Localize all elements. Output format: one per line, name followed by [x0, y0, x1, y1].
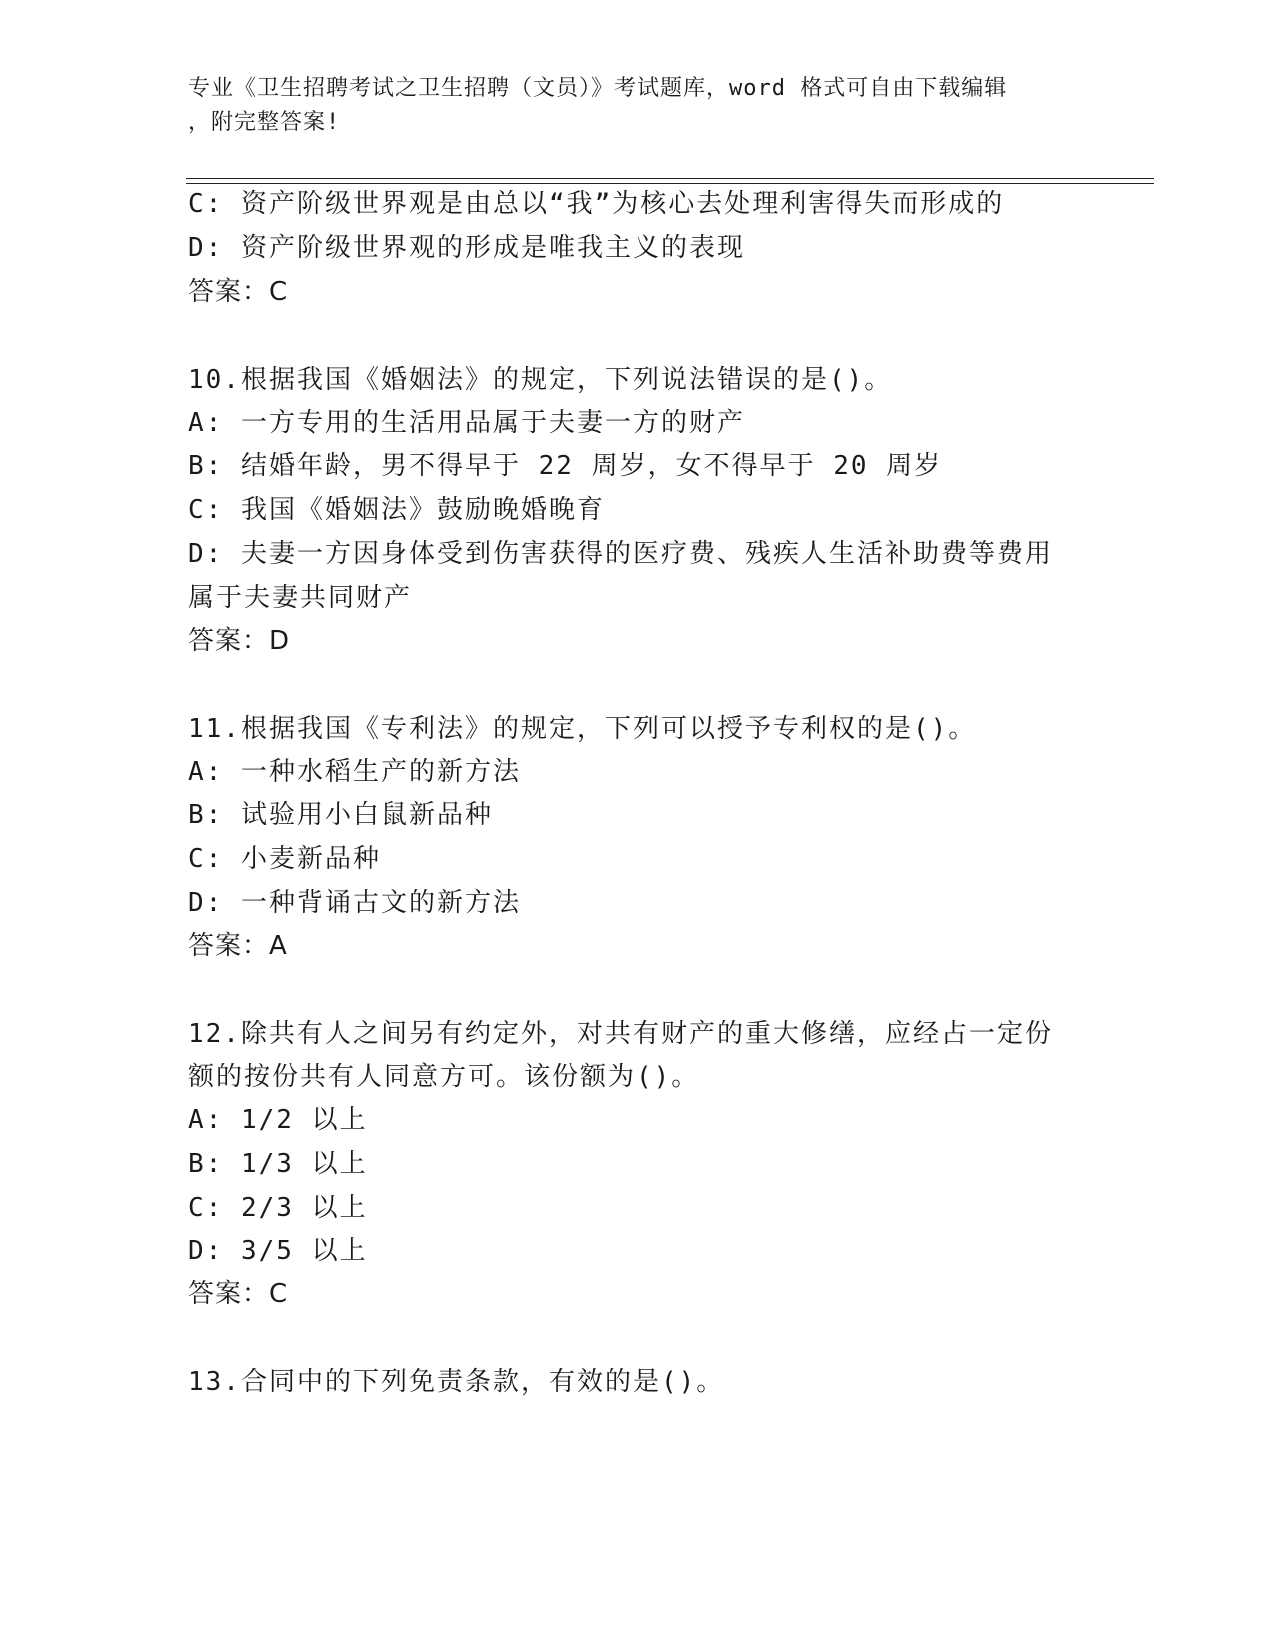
option-d-q10: D: 夫妻一方因身体受到伤害获得的医疗费、残疾人生活补助费等费用	[188, 539, 1053, 569]
option-a-q10: A: 一方专用的生活用品属于夫妻一方的财产	[188, 408, 745, 438]
option-d-q11: D: 一种背诵古文的新方法	[188, 888, 521, 918]
option-b-q10: B: 结婚年龄，男不得早于 22 周岁，女不得早于 20 周岁	[188, 451, 943, 481]
question-12-stem: 12.除共有人之间另有约定外，对共有财产的重大修缮，应经占一定份	[188, 1019, 1053, 1049]
option-b-q12: B: 1/3 以上	[188, 1149, 368, 1179]
option-c-q10: C: 我国《婚姻法》鼓励晚婚晚育	[188, 495, 605, 525]
answer-q10: 答案：D	[188, 626, 291, 656]
answer-q12: 答案：C	[188, 1279, 289, 1309]
answer-q9: 答案：C	[188, 277, 289, 307]
option-c-q12: C: 2/3 以上	[188, 1193, 368, 1223]
option-d-q12: D: 3/5 以上	[188, 1236, 368, 1266]
option-d-q10-continued: 属于夫妻共同财产	[188, 583, 413, 613]
question-13-stem: 13.合同中的下列免责条款，有效的是()。	[188, 1367, 725, 1397]
header-line-2: ，附完整答案!	[188, 110, 341, 135]
header-line-1: 专业《卫生招聘考试之卫生招聘（文员）》考试题库，word 格式可自由下载编辑	[188, 76, 1008, 101]
question-11-stem: 11.根据我国《专利法》的规定，下列可以授予专利权的是()。	[188, 714, 977, 744]
option-c-q9: C: 资产阶级世界观是由总以“我”为核心去处理利害得失而形成的	[188, 189, 1005, 219]
header-divider-top	[186, 178, 1154, 179]
option-a-q12: A: 1/2 以上	[188, 1105, 368, 1135]
option-a-q11: A: 一种水稻生产的新方法	[188, 757, 521, 787]
answer-q11: 答案：A	[188, 931, 288, 961]
header-divider-bottom	[186, 183, 1154, 184]
option-b-q11: B: 试验用小白鼠新品种	[188, 800, 493, 830]
option-d-q9: D: 资产阶级世界观的形成是唯我主义的表现	[188, 233, 745, 263]
document-header	[188, 72, 1068, 140]
option-c-q11: C: 小麦新品种	[188, 844, 381, 874]
question-10-stem: 10.根据我国《婚姻法》的规定，下列说法错误的是()。	[188, 365, 893, 395]
question-12-stem-continued: 额的按份共有人同意方可。该份额为()。	[188, 1062, 700, 1092]
